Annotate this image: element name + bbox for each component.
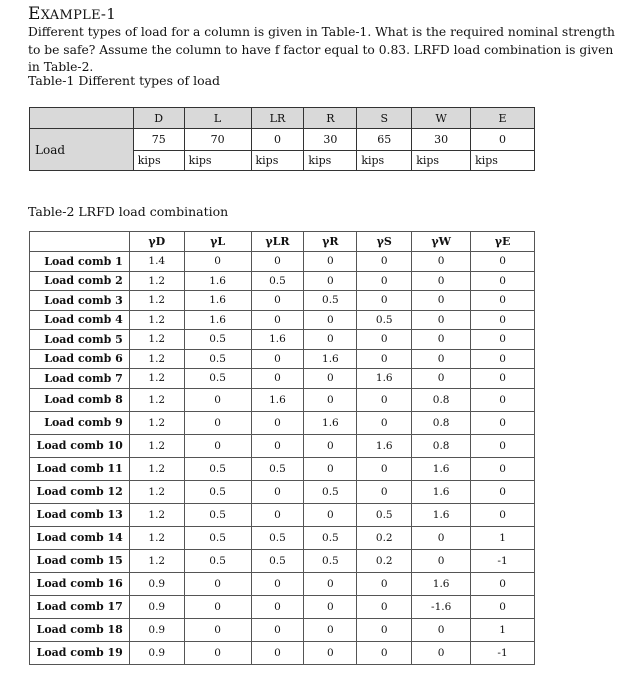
table2-row-label: Load comb 5	[30, 330, 130, 350]
table2-value-cell: 1.2	[129, 310, 184, 330]
table2-header-cell: γLR	[251, 232, 304, 252]
table2-value-cell: 0	[357, 572, 412, 595]
table2-value-cell: 0	[184, 434, 251, 457]
table2-value-cell: 0	[251, 595, 304, 618]
table2-value-cell: 0.9	[129, 595, 184, 618]
table2-value-cell: 1.6	[412, 503, 471, 526]
table2-value-cell: 0	[251, 641, 304, 664]
table2-row	[30, 618, 535, 641]
table2-value-cell: 0	[412, 349, 471, 369]
table2-value-cell: 0	[357, 457, 412, 480]
table2-row-label: Load comb 14	[30, 526, 130, 549]
table2-value-cell: 0.5	[184, 549, 251, 572]
table2-value-cell: 0	[304, 271, 357, 291]
table2-value-cell: 1.2	[129, 480, 184, 503]
table2-value-cell: 1.2	[129, 434, 184, 457]
table2-row-label: Load comb 18	[30, 618, 130, 641]
example-title-initial: E	[28, 4, 41, 24]
lrfd-combination-table	[29, 231, 535, 665]
table1-caption: Table-1 Different types of load	[28, 73, 221, 88]
table2-row-label: Load comb 8	[30, 388, 130, 411]
table2-value-cell: 0	[251, 369, 304, 389]
table1-value-row	[30, 129, 535, 151]
table2-value-cell: 0	[304, 434, 357, 457]
table2-value-cell: 0	[412, 252, 471, 272]
table1-value-cell: 30	[304, 129, 357, 151]
table2-value-cell: 1.2	[129, 411, 184, 434]
table2-row-label: Load comb 10	[30, 434, 130, 457]
table2-value-cell: 0	[412, 291, 471, 311]
table2-row	[30, 369, 535, 389]
table2-value-cell: 1.2	[129, 457, 184, 480]
table2-row	[30, 411, 535, 434]
table2-value-cell: 0	[357, 291, 412, 311]
table2-value-cell: 0.8	[412, 434, 471, 457]
table1-header-cell: W	[412, 108, 471, 129]
table2-value-cell: 0	[184, 388, 251, 411]
table2-value-cell: 0.5	[184, 349, 251, 369]
table2-value-cell: 0	[471, 369, 535, 389]
table2-value-cell: 0	[412, 310, 471, 330]
table2-value-cell: 0	[357, 595, 412, 618]
table2-row	[30, 349, 535, 369]
table2-value-cell: 0	[251, 411, 304, 434]
table2-value-cell: 0	[184, 618, 251, 641]
table2-row	[30, 549, 535, 572]
table2-value-cell: 0	[471, 388, 535, 411]
table2-value-cell: 1.6	[304, 349, 357, 369]
table2-row-label: Load comb 13	[30, 503, 130, 526]
table1-header-cell: E	[471, 108, 535, 129]
table2-value-cell: 1.6	[412, 457, 471, 480]
table2-caption: Table-2 LRFD load combination	[28, 204, 229, 219]
table2-value-cell: 0	[412, 369, 471, 389]
table2-value-cell: 0.5	[304, 526, 357, 549]
table2-row	[30, 526, 535, 549]
table2-value-cell: 0	[304, 310, 357, 330]
table2-value-cell: 0	[412, 641, 471, 664]
table2-value-cell: 0	[471, 572, 535, 595]
table2-value-cell: 0	[471, 349, 535, 369]
table2-value-cell: 0	[357, 411, 412, 434]
table2-row	[30, 641, 535, 664]
example-title	[28, 4, 116, 24]
table1-row-label: Load	[30, 129, 134, 171]
table1-unit-cell: kips	[304, 151, 357, 171]
table2-value-cell: 0	[357, 641, 412, 664]
table2-value-cell: 1.2	[129, 271, 184, 291]
table2-row-label: Load comb 6	[30, 349, 130, 369]
table2-value-cell: 0.5	[251, 271, 304, 291]
table2-header-cell: γD	[129, 232, 184, 252]
table1-unit-cell: kips	[357, 151, 412, 171]
table2-row	[30, 595, 535, 618]
table2-value-cell: 0	[251, 572, 304, 595]
table2-value-cell: 0	[251, 252, 304, 272]
table2-row	[30, 271, 535, 291]
table2-value-cell: 1.2	[129, 549, 184, 572]
table2-value-cell: 0.2	[357, 526, 412, 549]
table1-header-cell: LR	[251, 108, 304, 129]
table2-value-cell: 0	[471, 310, 535, 330]
table2-value-cell: 0	[471, 434, 535, 457]
table2-value-cell: 1.2	[129, 526, 184, 549]
table2-value-cell: 0.9	[129, 618, 184, 641]
table2-value-cell: 0	[471, 480, 535, 503]
table2-value-cell: 0.5	[304, 549, 357, 572]
table2-row-label: Load comb 3	[30, 291, 130, 311]
table2-value-cell: 0	[357, 349, 412, 369]
table2-row-label: Load comb 4	[30, 310, 130, 330]
table2-header-cell: γR	[304, 232, 357, 252]
table2-value-cell: 0	[471, 291, 535, 311]
table1-value-cell: 30	[412, 129, 471, 151]
table1-unit-cell: kips	[471, 151, 535, 171]
table1-unit-cell: kips	[251, 151, 304, 171]
table2-value-cell: 0	[251, 480, 304, 503]
table2-value-cell: 0	[412, 330, 471, 350]
table2-value-cell: 0	[184, 252, 251, 272]
table2-value-cell: 0	[304, 252, 357, 272]
table2-value-cell: 0	[251, 349, 304, 369]
table2-value-cell: 0	[251, 310, 304, 330]
table1-header-cell: D	[133, 108, 184, 129]
table2-value-cell: 0	[304, 595, 357, 618]
table2-value-cell: 0	[471, 457, 535, 480]
table1-unit-cell: kips	[133, 151, 184, 171]
table2-value-cell: 0	[357, 271, 412, 291]
table2-value-cell: -1.6	[412, 595, 471, 618]
table2-value-cell: 0	[471, 252, 535, 272]
table2-value-cell: 0.5	[184, 330, 251, 350]
table2-value-cell: 0	[471, 330, 535, 350]
table2-value-cell: 0	[471, 271, 535, 291]
table2-value-cell: 1.2	[129, 330, 184, 350]
table2-row	[30, 252, 535, 272]
table2-row	[30, 572, 535, 595]
table1-value-cell: 75	[133, 129, 184, 151]
table2-row-label: Load comb 1	[30, 252, 130, 272]
table2-value-cell: 0	[304, 572, 357, 595]
table2-value-cell: 1.2	[129, 369, 184, 389]
table2-value-cell: 1.2	[129, 349, 184, 369]
table2-value-cell: 0.5	[184, 369, 251, 389]
table2-value-cell: 1.2	[129, 388, 184, 411]
table2-value-cell: 0	[184, 595, 251, 618]
table2-header-row	[30, 232, 535, 252]
load-types-table	[29, 107, 535, 171]
table2-value-cell: 1.6	[357, 434, 412, 457]
table2-value-cell: 0	[184, 411, 251, 434]
table2-value-cell: 0	[471, 411, 535, 434]
table1-unit-cell: kips	[184, 151, 251, 171]
table2-value-cell: 0	[412, 271, 471, 291]
table2-value-cell: 1.2	[129, 503, 184, 526]
table2-value-cell: 0	[251, 503, 304, 526]
table2-row-label: Load comb 2	[30, 271, 130, 291]
table2-value-cell: 0	[251, 618, 304, 641]
table2-value-cell: 0	[357, 330, 412, 350]
table2-value-cell: 0.9	[129, 641, 184, 664]
table2-row-label: Load comb 16	[30, 572, 130, 595]
table2-value-cell: 0	[251, 291, 304, 311]
table2-value-cell: 0	[304, 369, 357, 389]
table2-value-cell: 0	[357, 388, 412, 411]
table2-header-cell: γL	[184, 232, 251, 252]
table2-value-cell: 1.6	[304, 411, 357, 434]
table2-row	[30, 330, 535, 350]
table2-row	[30, 291, 535, 311]
table1-header-cell: S	[357, 108, 412, 129]
table2-value-cell: 0	[357, 618, 412, 641]
table2-value-cell: 0	[184, 572, 251, 595]
table2-value-cell: 0.5	[184, 457, 251, 480]
table2-value-cell: 0	[304, 388, 357, 411]
table2-value-cell: 0.5	[251, 526, 304, 549]
table2-value-cell: 0	[412, 526, 471, 549]
table2-row-label: Load comb 19	[30, 641, 130, 664]
table2-value-cell: 0.5	[304, 480, 357, 503]
table2-value-cell: -1	[471, 549, 535, 572]
table2-row-label: Load comb 17	[30, 595, 130, 618]
table2-value-cell: 0	[304, 330, 357, 350]
table2-value-cell: 0.8	[412, 411, 471, 434]
table2-value-cell: 0.5	[184, 526, 251, 549]
table2-value-cell: 1.6	[412, 572, 471, 595]
table2-value-cell: 0.2	[357, 549, 412, 572]
table2-row	[30, 457, 535, 480]
table2-value-cell: 1.6	[412, 480, 471, 503]
table1-unit-cell: kips	[412, 151, 471, 171]
table2-value-cell: 0	[357, 252, 412, 272]
table1-value-cell: 65	[357, 129, 412, 151]
table2-value-cell: 1.2	[129, 291, 184, 311]
table2-header-cell: γS	[357, 232, 412, 252]
table2-corner-cell	[30, 232, 130, 252]
table1-value-cell: 70	[184, 129, 251, 151]
table2-header-cell: γW	[412, 232, 471, 252]
table2-row-label: Load comb 11	[30, 457, 130, 480]
table2-value-cell: 0	[304, 641, 357, 664]
table2-value-cell: 1.6	[251, 330, 304, 350]
table2-row	[30, 434, 535, 457]
table2-value-cell: 0.5	[357, 503, 412, 526]
table2-value-cell: 0.5	[184, 503, 251, 526]
table2-value-cell: 0	[412, 549, 471, 572]
table2-value-cell: 0.8	[412, 388, 471, 411]
table1-value-cell: 0	[251, 129, 304, 151]
table2-value-cell: -1	[471, 641, 535, 664]
table2-value-cell: 0.5	[304, 291, 357, 311]
table2-row	[30, 480, 535, 503]
table2-value-cell: 0	[251, 434, 304, 457]
table2-value-cell: 0	[304, 503, 357, 526]
table2-value-cell: 0	[304, 457, 357, 480]
table2-value-cell: 1.6	[184, 291, 251, 311]
table2-value-cell: 0	[412, 618, 471, 641]
table2-row-label: Load comb 7	[30, 369, 130, 389]
table2-value-cell: 0.5	[251, 549, 304, 572]
table2-row-label: Load comb 12	[30, 480, 130, 503]
table2-value-cell: 0	[471, 595, 535, 618]
table2-value-cell: 0.5	[357, 310, 412, 330]
table2-row-label: Load comb 15	[30, 549, 130, 572]
table2-value-cell: 0.5	[184, 480, 251, 503]
example-title-number: -1	[100, 5, 117, 23]
table2-value-cell: 0	[471, 503, 535, 526]
table2-value-cell: 0	[357, 480, 412, 503]
table2-row	[30, 388, 535, 411]
example-title-rest: XAMPLE	[40, 8, 101, 23]
table2-value-cell: 1.6	[251, 388, 304, 411]
table2-value-cell: 1.6	[184, 271, 251, 291]
table1-header-cell: R	[304, 108, 357, 129]
table2-value-cell: 0.5	[251, 457, 304, 480]
table1-value-cell: 0	[471, 129, 535, 151]
table2-value-cell: 1	[471, 618, 535, 641]
table1-corner-cell	[30, 108, 134, 129]
table2-value-cell: 0.9	[129, 572, 184, 595]
table1-header-row	[30, 108, 535, 129]
table2-value-cell: 0	[184, 641, 251, 664]
table2-value-cell: 1.6	[357, 369, 412, 389]
table2-row	[30, 503, 535, 526]
table2-value-cell: 1	[471, 526, 535, 549]
table2-value-cell: 1.4	[129, 252, 184, 272]
table2-header-cell: γE	[471, 232, 535, 252]
table2-value-cell: 1.6	[184, 310, 251, 330]
table2-value-cell: 0	[304, 618, 357, 641]
table2-row-label: Load comb 9	[30, 411, 130, 434]
table2-row	[30, 310, 535, 330]
table1-header-cell: L	[184, 108, 251, 129]
problem-statement: Different types of load for a column is given in Table-1. What is the required nominal strength to be safe? Assume the column to have f factor equal to 0.83. LRFD load combination is given in Table-2.	[28, 25, 615, 74]
